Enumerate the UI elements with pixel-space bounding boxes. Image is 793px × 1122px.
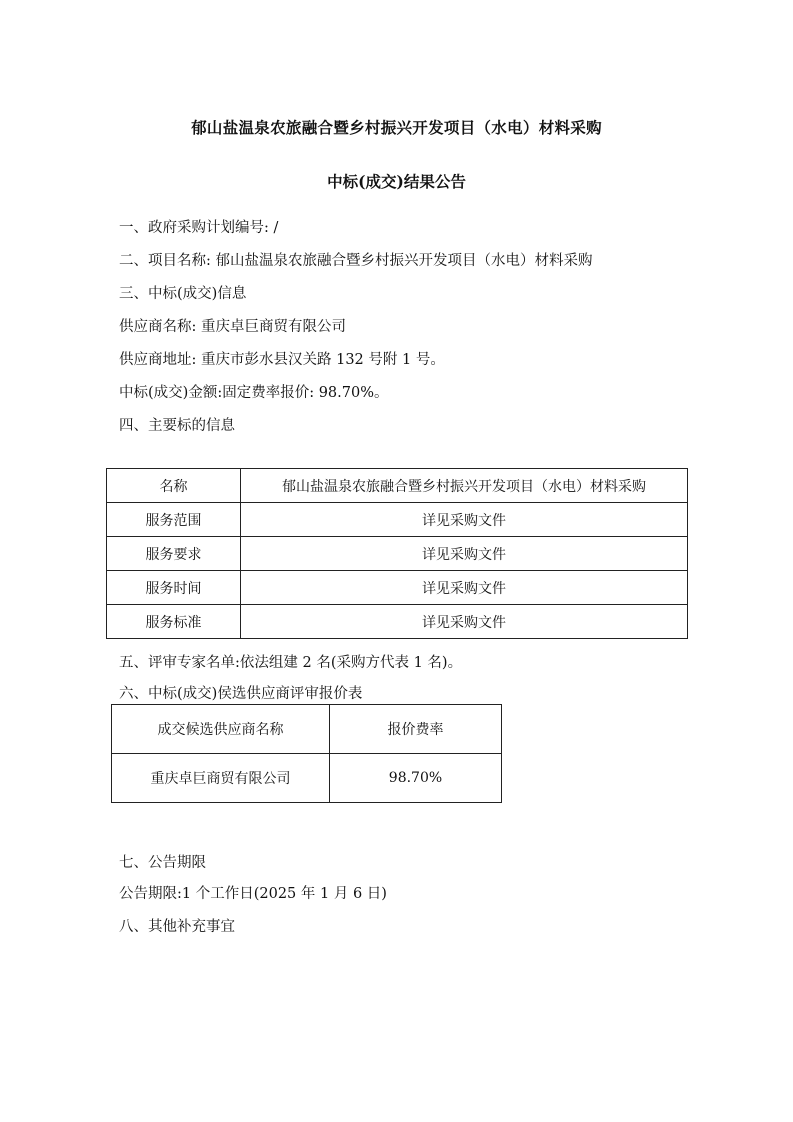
section-experts: 五、评审专家名单:依法组建 2 名(采购方代表 1 名)。 [119,655,463,671]
award-amount: 中标(成交)金额:固定费率报价: 98.70%。 [119,385,389,401]
table-cell-label: 服务要求 [107,537,241,571]
section-candidates: 六、中标(成交)侯选供应商评审报价表 [119,686,363,702]
section-plan-number: 一、政府采购计划编号: / [119,220,279,236]
supplier-address: 供应商地址: 重庆市彭水县汉关路 132 号附 1 号。 [119,352,445,368]
table-cell-value: 详见采购文件 [241,605,688,639]
table-row [107,469,688,503]
section-project-name: 二、项目名称: 郁山盐温泉农旅融合暨乡村振兴开发项目（水电）材料采购 [119,253,593,269]
table-cell-label: 服务范围 [107,503,241,537]
section-subject-info: 四、主要标的信息 [119,418,235,434]
subject-info-table [106,468,688,639]
section-notice-period: 七、公告期限 [119,855,206,871]
table-cell-rate: 98.70% [330,754,502,803]
table-row [107,571,688,605]
table-cell-value: 郁山盐温泉农旅融合暨乡村振兴开发项目（水电）材料采购 [241,469,688,503]
table-cell-label: 名称 [107,469,241,503]
table-cell-value: 详见采购文件 [241,537,688,571]
table-header-row [112,705,502,754]
supplier-name: 供应商名称: 重庆卓巨商贸有限公司 [119,319,346,335]
table-row [107,503,688,537]
table-cell-value: 详见采购文件 [241,503,688,537]
table-row [107,605,688,639]
table-cell-value: 详见采购文件 [241,571,688,605]
table-row [112,754,502,803]
table-row [107,537,688,571]
document-subtitle: 中标(成交)结果公告 [327,172,466,191]
section-award-info: 三、中标(成交)信息 [119,286,247,302]
table-cell-supplier: 重庆卓巨商贸有限公司 [112,754,330,803]
candidate-quote-table [111,704,502,803]
document-title: 郁山盐温泉农旅融合暨乡村振兴开发项目（水电）材料采购 [191,118,602,137]
table-header-supplier: 成交候选供应商名称 [112,705,330,754]
notice-period-value: 公告期限:1 个工作日(2025 年 1 月 6 日) [119,886,387,902]
table-cell-label: 服务标准 [107,605,241,639]
table-cell-label: 服务时间 [107,571,241,605]
section-other-matters: 八、其他补充事宜 [119,919,235,935]
table-header-rate: 报价费率 [330,705,502,754]
